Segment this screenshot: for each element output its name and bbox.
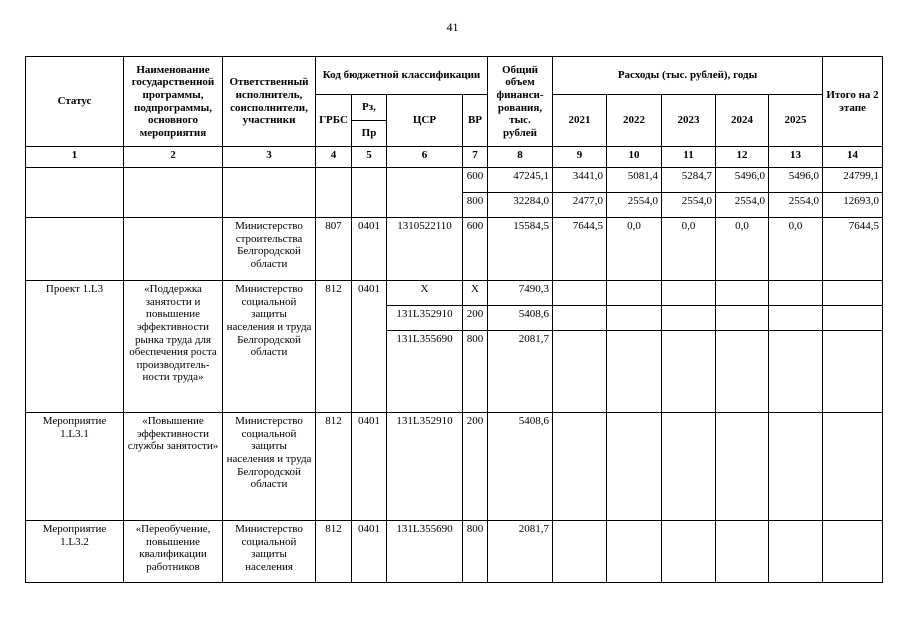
- executor-cell: [223, 168, 316, 218]
- status-cell: Мероприятие 1.L3.1: [26, 413, 124, 521]
- year-cell: [716, 331, 769, 413]
- table-row: [26, 168, 883, 193]
- year-cell: 0,0: [607, 218, 662, 281]
- column-number: 2: [124, 147, 223, 168]
- csr-cell: [387, 168, 463, 218]
- year-cell: [769, 413, 823, 521]
- column-number: 12: [716, 147, 769, 168]
- rzpr-cell: 0401: [352, 521, 387, 583]
- year-cell: 2554,0: [769, 193, 823, 218]
- year-cell: [662, 306, 716, 331]
- total-cell: 5408,6: [488, 413, 553, 521]
- status-cell: [26, 168, 124, 218]
- year-cell: 2554,0: [716, 193, 769, 218]
- table-row: [26, 413, 883, 521]
- header-program-name: Наименование государственной программы, подпрограммы, основного мероприятия: [124, 57, 223, 147]
- csr-cell: X: [387, 281, 463, 306]
- year-cell: 2554,0: [662, 193, 716, 218]
- year-cell: [769, 306, 823, 331]
- page-number: 41: [446, 20, 459, 34]
- name-cell: [124, 218, 223, 281]
- vr-cell: 800: [463, 331, 488, 413]
- csr-cell: 131L352910: [387, 306, 463, 331]
- table-row: [26, 281, 883, 306]
- name-cell: «Поддержка занятости и повышение эффективности рынка труда для обеспечения роста производитель- ности труда»: [124, 281, 223, 413]
- grbs-cell: 812: [316, 413, 352, 521]
- stage-total-cell: [823, 306, 883, 331]
- year-cell: 7644,5: [553, 218, 607, 281]
- year-cell: [716, 281, 769, 306]
- year-cell: [553, 521, 607, 583]
- year-cell: [553, 281, 607, 306]
- header-stage-total: Итого на 2 этапе: [823, 57, 883, 147]
- vr-cell: 600: [463, 168, 488, 193]
- year-cell: 0,0: [716, 218, 769, 281]
- table-row: [26, 521, 883, 583]
- header-expenses: Расходы (тыс. рублей), годы: [553, 57, 823, 95]
- vr-cell: 800: [463, 193, 488, 218]
- stage-total-cell: 12693,0: [823, 193, 883, 218]
- vr-cell: 600: [463, 218, 488, 281]
- header-total-volume: Общий объем финанси- рования, тыс. рублей: [488, 57, 553, 147]
- year-cell: [662, 281, 716, 306]
- year-cell: [662, 331, 716, 413]
- grbs-cell: 812: [316, 521, 352, 583]
- year-cell: [662, 521, 716, 583]
- rzpr-cell: 0401: [352, 218, 387, 281]
- csr-cell: 131L352910: [387, 413, 463, 521]
- status-cell: Мероприятие 1.L3.2: [26, 521, 124, 583]
- total-cell: 32284,0: [488, 193, 553, 218]
- header-year-2023: 2023: [662, 95, 716, 147]
- vr-cell: X: [463, 281, 488, 306]
- year-cell: [607, 306, 662, 331]
- csr-cell: 131L355690: [387, 331, 463, 413]
- name-cell: «Повышение эффективности службы занятости»: [124, 413, 223, 521]
- header-vr: ВР: [463, 95, 488, 147]
- grbs-cell: 807: [316, 218, 352, 281]
- stage-total-cell: 7644,5: [823, 218, 883, 281]
- total-cell: 2081,7: [488, 331, 553, 413]
- column-number: 6: [387, 147, 463, 168]
- table-row: [26, 218, 883, 281]
- executor-cell: Министерство социальной защиты населения и труда Белгородской области: [223, 281, 316, 413]
- year-cell: [716, 306, 769, 331]
- stage-total-cell: [823, 281, 883, 306]
- column-number: 9: [553, 147, 607, 168]
- year-cell: 5496,0: [769, 168, 823, 193]
- executor-cell: Министерство строительства Белгородской области: [223, 218, 316, 281]
- year-cell: [607, 331, 662, 413]
- csr-cell: 1310522110: [387, 218, 463, 281]
- column-number: 4: [316, 147, 352, 168]
- year-cell: [553, 413, 607, 521]
- header-year-2025: 2025: [769, 95, 823, 147]
- column-number: 13: [769, 147, 823, 168]
- rzpr-cell: 0401: [352, 413, 387, 521]
- year-cell: [553, 331, 607, 413]
- header-pr: Пр: [352, 121, 387, 147]
- header-csr: ЦСР: [387, 95, 463, 147]
- header-year-2021: 2021: [553, 95, 607, 147]
- grbs-cell: 812: [316, 281, 352, 413]
- year-cell: 5496,0: [716, 168, 769, 193]
- header-status: Статус: [26, 57, 124, 147]
- total-cell: 15584,5: [488, 218, 553, 281]
- stage-total-cell: 24799,1: [823, 168, 883, 193]
- year-cell: [769, 281, 823, 306]
- vr-cell: 200: [463, 413, 488, 521]
- year-cell: [607, 521, 662, 583]
- column-number: 10: [607, 147, 662, 168]
- status-cell: [26, 218, 124, 281]
- year-cell: [769, 331, 823, 413]
- vr-cell: 800: [463, 521, 488, 583]
- csr-cell: 131L355690: [387, 521, 463, 583]
- stage-total-cell: [823, 331, 883, 413]
- column-number: 11: [662, 147, 716, 168]
- year-cell: [553, 306, 607, 331]
- column-number: 14: [823, 147, 883, 168]
- total-cell: 7490,3: [488, 281, 553, 306]
- executor-cell: Министерство социальной защиты населения: [223, 521, 316, 583]
- year-cell: 5081,4: [607, 168, 662, 193]
- header-executor: Ответственный исполнитель, соисполнители, участники: [223, 57, 316, 147]
- executor-cell: Министерство социальной защиты населения и труда Белгородской области: [223, 413, 316, 521]
- total-cell: 5408,6: [488, 306, 553, 331]
- stage-total-cell: [823, 521, 883, 583]
- year-cell: [662, 413, 716, 521]
- name-cell: [124, 168, 223, 218]
- year-cell: [769, 521, 823, 583]
- year-cell: 0,0: [769, 218, 823, 281]
- year-cell: [716, 413, 769, 521]
- year-cell: 3441,0: [553, 168, 607, 193]
- header-grbs: ГРБС: [316, 95, 352, 147]
- budget-table: [25, 56, 883, 583]
- vr-cell: 200: [463, 306, 488, 331]
- rzpr-cell: 0401: [352, 281, 387, 413]
- column-number: 1: [26, 147, 124, 168]
- year-cell: [607, 281, 662, 306]
- stage-total-cell: [823, 413, 883, 521]
- year-cell: 2554,0: [607, 193, 662, 218]
- column-number: 3: [223, 147, 316, 168]
- year-cell: [607, 413, 662, 521]
- total-cell: 2081,7: [488, 521, 553, 583]
- column-number: 5: [352, 147, 387, 168]
- grbs-cell: [316, 168, 352, 218]
- header-year-2022: 2022: [607, 95, 662, 147]
- status-cell: Проект 1.L3: [26, 281, 124, 413]
- year-cell: [716, 521, 769, 583]
- year-cell: 2477,0: [553, 193, 607, 218]
- total-cell: 47245,1: [488, 168, 553, 193]
- column-number: 7: [463, 147, 488, 168]
- header-rz: Рз,: [352, 95, 387, 121]
- year-cell: 0,0: [662, 218, 716, 281]
- column-number-row: [26, 147, 883, 168]
- column-number: 8: [488, 147, 553, 168]
- rzpr-cell: [352, 168, 387, 218]
- header-year-2024: 2024: [716, 95, 769, 147]
- name-cell: «Переобучение, повышение квалификации работников: [124, 521, 223, 583]
- year-cell: 5284,7: [662, 168, 716, 193]
- header-budget-code: Код бюджетной классификации: [316, 57, 488, 95]
